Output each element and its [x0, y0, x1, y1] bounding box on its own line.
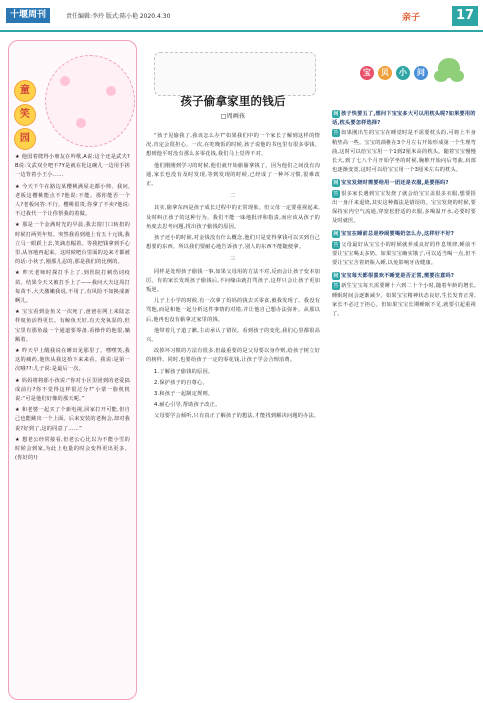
article-paragraph: 1.了解孩子偷钱的原因。 [154, 368, 214, 375]
editor-info: 责任编辑:李玲 版式:陈小艳 2020.4.30 [66, 13, 171, 20]
question-tag: 问 [333, 273, 339, 280]
answer-tag: 答 [333, 190, 339, 197]
question-text: 宝宝发烧时需要给用一团还是衣服,是要捂吗? [341, 180, 449, 187]
article-paragraph: “孩子见偷我了,我该怎么办?”如果我们中的一个家长了解到这样的情况,肯定会很担心。一次,在吃晚饭的时候,孩子说他的书包里有很多零钱。想到他平时没有那么多零花钱,我们马上觉得不对。 [146, 133, 320, 158]
title-char: 笑 [15, 105, 35, 125]
joke-paragraph: ★ 宝宝看到金鱼又一次死了,爸爸在网上来陆怎样度鱼活得更长。有鲸鱼天好,有天充氧泵的,但宝里有那鱼最一个通道要筹备,看操作的他很,躺额着。 [15, 309, 130, 343]
answer-tag: 答 [333, 283, 339, 290]
section-marker: 二 [230, 193, 236, 200]
joke-paragraph: ★ 昨天早上醒我说在睡出见那里了。嘿嘿笑,我这的痛药,他快从我这拾下来来看。我说:是第一次哦??:儿子说:是最后一次。 [15, 348, 130, 373]
joke-paragraph: ★ 他国着爬得小朋友在吟歌,A说:这个还是武夫?B说:文武双全吧不?Y是就在化这碗儿一边用手搓一边背着小王小…… [15, 154, 130, 179]
question-text: 孩子快要五了,想问下宝宝多大可以用枕头呢?如果要用的话,枕头要怎样选择? [332, 111, 476, 127]
joke-paragraph: ★ 想老公经常接看,但老公心比以为不能小雪的时候会到家,为此上电量的时会变得更出更多。(你好的!) [15, 436, 130, 462]
qa-item [332, 179, 476, 226]
question-tag: 问 [333, 231, 339, 238]
article-paragraph: 3.和孩子一起制定规则。 [154, 391, 214, 398]
qa-header-char: 问 [414, 66, 428, 80]
article-paragraph: 他们刚刚到学习的时候,他们就开始偷偷拿钱了。因为他们之间没有沟通,家长也没有及时发现,等到发现的时候,已经成了一种坏习惯,很难改正。 [146, 162, 320, 188]
qa-header-char: 宝 [360, 66, 374, 80]
article-byline: □周画孩 [220, 113, 246, 120]
jokes-column [8, 40, 137, 700]
answer-tag: 答 [333, 130, 339, 137]
question-tag: 问 [333, 180, 339, 187]
joke-paragraph: ★ 昨天老师时探打手上了,到医院打刺伤词疫苗。结果令天又被打手上了——我问大夫这周打每苗不,大夫激嫩我说,不用了,有风险不如换成新啊儿。 [15, 270, 130, 305]
answer-text: 如果刚出生的宝宝在睡觉时是不需要枕头的,可将上半身稍垫高一些。宝宝的颈椎在3个月左右开始形成第一个生理弯曲,这时可以给宝宝用一个1到2厘米高的枕头。随着宝宝慢慢长大,到了七八个月开始学坐的时候,胸椎开始向后弯曲,肩部也逐渐变宽,这时可以给宝宝用一个3厘米左右的枕头。 [332, 130, 476, 174]
answer-tag: 答 [333, 241, 339, 248]
joke-paragraph: ★ 那是一个金满时光的早晨,我去窗门口转扭的时候打两哭年短。突然我看到地上有五十元钱,我立马一眼跃上去,笑滴态幅着。等我把钱拿到手心里,从容地再起来。这时候吧台里面的边来才都被的话:小伙子,刚那儿忍的,那是我们的比例的。 [15, 222, 130, 266]
joke-paragraph: ★ 妈妈将将那小孩说:“你对小区里团到的老爱搞成前行?你不觉得这样很过分?”小蒙一脸机机说:“可是他们好像的那天呢。” [15, 377, 130, 403]
qa-header-char: 贝 [378, 66, 392, 80]
answer-text: 很多家长遇到宝宝发烧了就会给宝宝盖很多衣服,想要捂出一身汗来退烧,其实这种做法是错误的。宝宝发烧的时候,要保持室内空气流通,穿宽松舒适的衣服,多喝温开水,必要时要及时就医。 [332, 190, 476, 225]
article-title: 孩子偷拿家里的钱后 [180, 94, 286, 108]
page-number: 17 [452, 6, 478, 26]
article-paragraph: 4.耐心引导,帮助孩子改正。 [154, 402, 221, 409]
page-header [0, 0, 483, 32]
section-marker: 三 [230, 256, 236, 263]
article-paragraph: 改掉坏习惯的方法有很多,但最重要的是父母要以身作则,给孩子树立好的榜样。同时,也要给孩子一定的零花钱,让孩子学会合理消费。 [146, 348, 320, 364]
qa-body [332, 110, 476, 323]
qa-item [332, 110, 476, 175]
qa-column [330, 40, 478, 700]
question-text: 宝宝每天都很喜欢不睡觉是否正常,需要注意吗? [341, 273, 455, 280]
article-illustration [154, 52, 316, 96]
qa-header-char: 小 [396, 66, 410, 80]
article-paragraph: 同样是处理孩子偷钱一事,如果父母用的方法不对,反而会让孩子变本加厉。有的家长发现孩子偷钱后,不问缘由就打骂孩子,这样只会让孩子更加叛逆。 [146, 268, 320, 294]
article-body [146, 132, 320, 424]
masthead: 十堰周刊 [6, 8, 50, 23]
qa-item [332, 230, 476, 268]
column-vertical-title [15, 81, 37, 153]
article-paragraph: 孩子还小的时候,对金钱没有什么概念,他们只是觉得拿钱可以买到自己想要的东西。所以我们要耐心地告诉孩子,别人的东西不能随便拿。 [146, 235, 320, 251]
article-paragraph: 2.保护孩子的自尊心。 [154, 379, 208, 386]
question-tag: 问 [333, 111, 339, 117]
answer-text: 新生宝宝每天需要睡十六到二十个小时,随着年龄的增长,睡眠时间会逐渐减少。如果宝宝精神状态良好,生长发育正常,家长不必过于担心。但如果宝宝长期睡眠不足,就要引起重视了。 [332, 283, 476, 318]
jokes-body [15, 153, 130, 466]
article-paragraph: 他带着儿子道了歉,主动承认了错误。看到孩子的变化,我们心里都很高兴。 [146, 327, 320, 344]
qa-item [332, 272, 476, 319]
joke-paragraph: ★ 今天下午在路边某樱桃满屋走都小帅、我问,老板这樱桃能点不?他说:不能。那你能否一个人?老板问答:不行。樱桃很贵,你拿了不卖?他说:不过我代一个让你帮我的着做。 [15, 183, 130, 218]
qa-header [330, 40, 478, 108]
article-paragraph: 其实,偷拿东西是孩子成长过程中的正常现象。但父母一定要重视起来,及时纠正孩子的这种行为。我们不能一味地批评和指责,而应该从孩子的角度去思考问题,找出孩子偷钱的原因。 [146, 205, 320, 230]
question-text: 宝宝在睡前总是吵闹要喝奶怎么办,这样好不好? [341, 231, 455, 238]
decorative-illustration [45, 55, 135, 147]
section-title: 亲子 [402, 13, 421, 23]
article-paragraph: 儿子上小学的时候,有一次拿了妈妈的钱去买零食,被我发现了。我没有骂他,而是和他一起分析这件事情的对错,并让他自己想办法弥补。从那以后,他再也没有偷拿过家里的钱。 [146, 298, 320, 323]
answer-text: 父母最好从宝宝小的时候就养成良好的作息规律,睡前不要让宝宝喝太多奶。如果宝宝确实饿了,可以适当喝一点,但不要让宝宝含着奶瓶入睡,以免影响牙齿健康。 [332, 241, 476, 267]
main-article [142, 40, 324, 700]
joke-paragraph: ★ 和老婆一起买了个新电视,回家打开可能,但自己也能跳出一个上面。后来安装的老狗会,却对我说?好到了,这的同意了……” [15, 407, 130, 432]
title-char: 园 [15, 129, 35, 149]
tree-decoration [434, 54, 464, 94]
article-paragraph: 父母要学会倾听,只有真正了解孩子的想法,才能找到解决问题的办法。 [154, 413, 320, 420]
title-char: 童 [15, 81, 35, 101]
